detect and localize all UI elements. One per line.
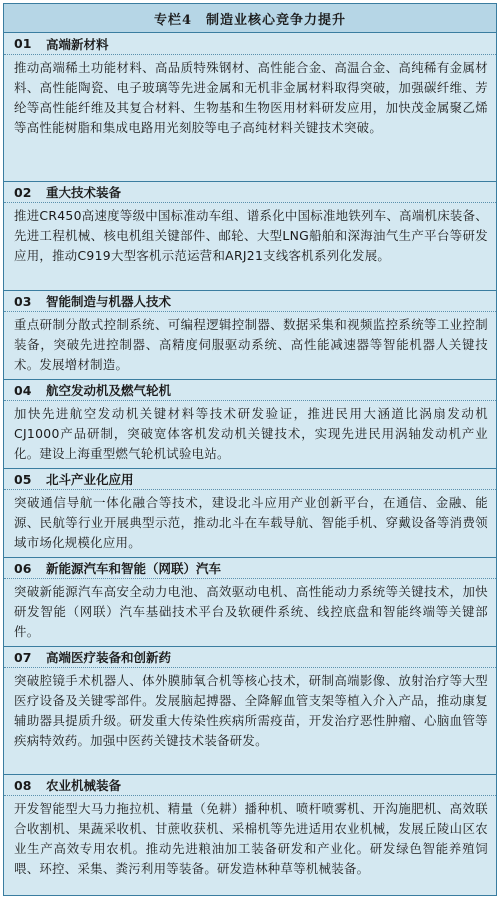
- section-title: 高端新材料: [46, 36, 109, 52]
- section-number: 08: [14, 777, 32, 793]
- section-title-row: [4, 379, 496, 401]
- section-07: [4, 646, 496, 774]
- section-number: 04: [14, 382, 32, 398]
- section-body: 推动高端稀土功能材料、高品质特殊钢材、高性能合金、高温合金、高纯稀有金属材料、高性能陶瓷、电子玻璃等先进金属和无机非金属材料取得突破，加强碳纤维、芳纶等高性能纤维及其复合材料、生物基和生物医用材料研发应用，加快茂金属聚乙烯等高性能树脂和集成电路用光刻胶等电子高纯材料关键技术突破。: [14, 60, 488, 135]
- column-label: 专栏4: [153, 12, 193, 28]
- section-body: 重点研制分散式控制系统、可编程逻辑控制器、数据采集和视频监控系统等工业控制装备，突破先进控制器、高精度伺服驱动系统、高性能减速器等智能机器人关键技术。发展增材制造。: [14, 317, 488, 372]
- section-number: 06: [14, 560, 32, 576]
- section-05: [4, 468, 496, 557]
- section-title: 新能源汽车和智能（网联）汽车: [46, 561, 222, 576]
- section-title-row: [4, 181, 496, 203]
- section-04: [4, 379, 496, 468]
- section-02: [4, 181, 496, 290]
- column-header: [4, 4, 496, 33]
- section-06: [4, 557, 496, 646]
- section-03: [4, 290, 496, 379]
- section-08: [4, 774, 496, 924]
- section-title-row: [4, 290, 496, 312]
- section-title-row: [4, 468, 496, 490]
- section-title: 农业机械装备: [46, 778, 122, 793]
- section-body: 开发智能型大马力拖拉机、精量（免耕）播种机、喷杆喷雾机、开沟施肥机、高效联合收割机、果蔬采收机、甘蔗收获机、采棉机等先进适用农业机械，发展丘陵山区农业生产高效专用农机。推动先进粮油加工装备研发和产业化。研发绿色智能养殖饲喂、环控、采集、粪污利用等装备。研发造林种草等机械装备。: [14, 801, 488, 876]
- section-body: 突破通信导航一体化融合等技术，建设北斗应用产业创新平台，在通信、金融、能源、民航等行业开展典型示范，推动北斗在车载导航、智能手机、穿戴设备等消费领域市场化规模化应用。: [14, 495, 488, 550]
- column-title: 制造业核心竞争力提升: [206, 12, 347, 28]
- section-number: 01: [14, 36, 32, 51]
- section-title: 北斗产业化应用: [46, 472, 134, 487]
- special-column-panel: [3, 3, 497, 896]
- section-title-row: [4, 774, 496, 796]
- section-01: [4, 33, 496, 181]
- section-number: 02: [14, 184, 32, 200]
- section-title-row: [4, 557, 496, 579]
- section-title: 智能制造与机器人技术: [46, 294, 172, 309]
- section-body: 突破腔镜手术机器人、体外膜肺氧合机等核心技术，研制高端影像、放射治疗等大型医疗设备及关键零部件。发展脑起搏器、全降解血管支架等植入介入产品，推动康复辅助器具提质升级。研发重大传染性疾病所需疫苗，开发治疗恶性肿瘤、心脑血管等疾病特效药。加强中医药关键技术装备研发。: [14, 673, 488, 748]
- section-title: 重大技术装备: [46, 185, 122, 200]
- section-number: 07: [14, 649, 32, 665]
- section-body: 突破新能源汽车高安全动力电池、高效驱动电机、高性能动力系统等关键技术，加快研发智能（网联）汽车基础技术平台及软硬件系统、线控底盘和智能终端等关键部件。: [14, 584, 488, 639]
- section-number: 03: [14, 293, 32, 309]
- section-body: 加快先进航空发动机关键材料等技术研发验证，推进民用大涵道比涡扇发动机CJ1000产品研制，突破宽体客机发动机关键技术，实现先进民用涡轴发动机产业化。建设上海重型燃气轮机试验电站。: [14, 406, 488, 461]
- section-title-row: [4, 33, 496, 55]
- section-title: 高端医疗装备和创新药: [46, 650, 172, 665]
- section-body: 推进CR450高速度等级中国标准动车组、谱系化中国标准地铁列车、高端机床装备、先进工程机械、核电机组关键部件、邮轮、大型LNG船舶和深海油气生产平台等研发应用，推动C919大型客机示范运营和ARJ21支线客机系列化发展。: [14, 208, 488, 263]
- section-number: 05: [14, 471, 32, 487]
- section-title-row: [4, 646, 496, 668]
- section-title: 航空发动机及燃气轮机: [46, 383, 172, 398]
